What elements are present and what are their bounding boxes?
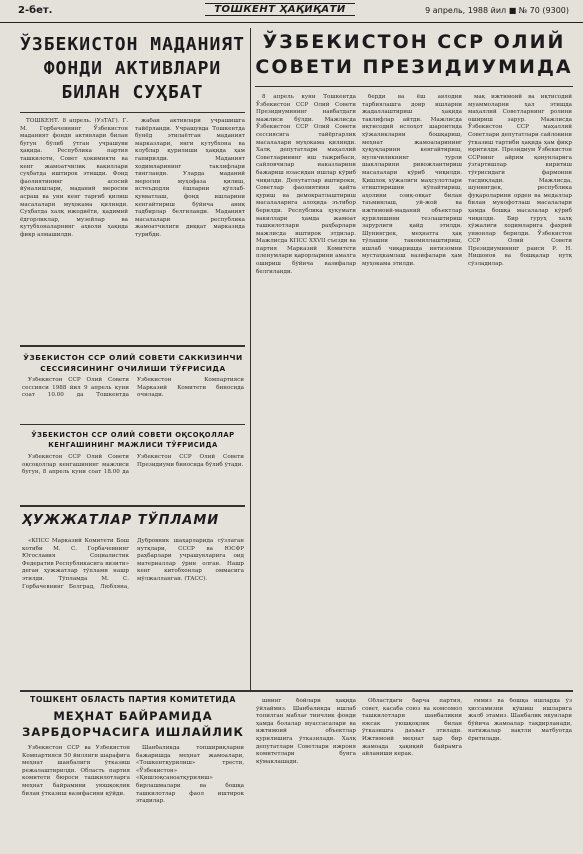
issue-date: 9 апрель, 1988 йил ■ № 70 (9300) [425, 6, 569, 15]
bottom-col2: Шанбаликда топшириқларни бажаришда меҳнат жамоалари, «Тошкентқурилиш» трести, «Ўзбекистон» «Қишлоқсаноатқурилиш» бирлашмалари ва бошқа ташкилотлар фаол иштирок этадилар. [136, 745, 244, 805]
presidium-col2: берди ва ёш авлодни тарбиялашга доир ишларни жадаллаштириш ҳақида таклифлар айтди. Мажлисда иқтисодий ислоҳот шароитида хўжаликларни бошқариш, меҳнат жамоаларининг ҳуқуқларини кенгайтириш, мулкчиликнинг турли шаклларини ривожлантириш масалалари кўриб чиқилди. Қишлоқ хўжалиги маҳсулотлари етиштиришни кўпайтириш, аҳолини озиқ-овқат билан таъминлаш, уй-жой ва ижтимоий-маданий объектлар қурилишини тезлаштириш зарурлиги қайд этилди. Шунингдек, меҳнатга ҳақ тўлашни такомиллаштириш, ишлаб чиқаришда интизомни мустаҳкамлаш вазифалари ҳам муҳокама этилди. [362, 94, 462, 268]
bottom-col5: ғимиз ва бошқа ишларда ўз ҳиссамизни қўшиш ишларига жалб этамиз. Шанбалик якунлари бўйича жамоалар тақдирланади, натижалар вақтли матбуотда ёритилади. [468, 698, 572, 742]
bottom-col4: Областдаги барча партия, совет, касаба союз ва комсомол ташкилотлари шанбаликни юксак уюшқоқлик билан ўтказишга даъват этилади. Ижтимоий меҳнат ҳар бир жамоада ҳақиқий байрамга айланиши керак. [362, 698, 462, 758]
divider [20, 424, 245, 425]
notice2-body: Ўзбекистон ССР Олий Совети оқсоқоллар кенгашининг мажлиси бугун, 8 апрель куни соат 18.00 да Ўзбекистон ССР Олий Совети Президиуми биносида бўлиб ўтади. [22, 454, 244, 476]
bottom-banner: ТОШКЕНТ ОБЛАСТЬ ПАРТИЯ КОМИТЕТИДА [30, 695, 236, 704]
brief-title: ҲУЖЖАТЛАР ТЎПЛАМИ [22, 513, 220, 528]
newspaper-title: ТОШКЕНТ ҲАҚИҚАТИ [205, 3, 355, 16]
notice2-title: ЎЗБЕКИСТОН ССР ОЛИЙ СОВЕТИ ОҚСОҚОЛЛАР КЕНГАШИНИНГ МАЖЛИСИ ТЎҒРИСИДА [31, 431, 235, 449]
divider [20, 345, 245, 347]
culture-article-col2: жабан активлари учрашишга тайёрланди. Учрашувда Тошкентда бунёд этилаётган маданият марказлари, янги кутубхона ва клублар қурилиши ҳақида ҳам гапирилди. Маданият ходимларининг таклифлари тингланди. Уларда маданий меросни муҳофаза қилиш, истеъдодли ёшларни қўллаб-қувватлаш, фонд ишларини кенгайтириш бўйича аниқ тадбирлар белгиланди. Маданият масалалари республика жамоатчилиги диққат марказида турибди. [135, 118, 245, 238]
headline-culture-fund: ЎЗБЕКИСТОН МАДАНИЯТ ФОНДИ АКТИВЛАРИ БИЛАН СУҲБАТ [20, 34, 245, 103]
divider [20, 505, 245, 507]
headline-presidium: ЎЗБЕКИСТОН ССР ОЛИЙ СОВЕТИ ПРЕЗИДИУМИДА [255, 31, 573, 78]
brief-body: «КПСС Марказий Комитети Бош котиби М. С. Горбачевнинг Югославия Социалистик Федератив Республикасига визити» деган ҳужжатлар тўплами нашр этилди. Тўпламда М. С. Горбачевнинг Белград, Любляна, Дубровник шаҳарларида сўзлаган нутқлари, СССР ва ЮСФР раҳбарлари учрашувларига оид материаллар ўрин олган. Нашр кенг китобхонлар оммасига мўлжалланган. (ТАСС). [22, 538, 244, 590]
bottom-col1: Ўзбекистон ССР ва Узбекистон Компартияси 50 йиллиги шарафига меҳнат шанбалиги ўтказиш режалаштирилди. Область партия комитети бюроси ташкилотларга меҳнат байрамини уюшқоқлик билан ўтказиш вазифасини қўйди. [22, 745, 130, 797]
notice1-body: Ўзбекистон ССР Олий Совети сессияси 1988 йил 9 апрель куни соат 10.00 да Тошкентда Ўзбекистон Компартияси Марказий Комитети биносида очилади. [22, 377, 244, 399]
presidium-col3: мақ ижтимоий ва иқтисодий муаммоларни ҳал этишда маҳаллий Советларнинг ролини ошириш зарур. Мажлисда Ўзбекистон ССР маҳаллий Советлари депутатлари сайловини ўтказиш тартиби ҳақида ҳам фикр юритилди. Президиум Ўзбекистон ССРнинг айрим қонунларига ўзгартишлар киритиш тўғрисидаги фармонни тасдиқлади. Мажлисда, шунингдек, республика фуқароларини орден ва медаллар билан мукофотлаш масалалари ҳамда бошқа масалалар кўриб чиқилди. Бир гуруҳ халқ хўжалиги ходимларига фахрий унвонлар берилди. Ўзбекистон ССР Олий Совети Президиумининг раиси Р. Н. Нишонов ва бошқалар нутқ сўзладилар. [468, 94, 572, 268]
divider [20, 112, 245, 113]
culture-article-col1: ТОШКЕНТ. 8 апрель. (ЎзТАГ). Г. М. Горбачевнинг Ўзбекистон маданият фонди активлари билан бугун бўлиб ўтган учрашуви ҳақида. Республика партия ташкилоти, Совет ҳокимияти ва кенг жамоатчилик вакиллари суҳбатда иштирок этишди. Фонд фаолиятининг асосий йўналишлари, маданий меросни асраш ва уни кенг тарғиб қилиш масалалари муҳокама қилинди. Суҳбатда халқ ижодиёти, қадимий ёдгорликлар, музейлар ва кутубхоналарнинг аҳволи ҳақида фикр алмашилди. [20, 118, 128, 238]
bottom-title: МЕҲНАТ БАЙРАМИДА ЗАРБДОРЧАСИГА ИШЛАЙЛИК [22, 709, 244, 739]
notice1-title: ЎЗБЕКИСТОН ССР ОЛИЙ СОВЕТИ САККИЗИНЧИ СЕССИЯСИНИНГ ОЧИЛИШИ ТЎҒРИСИДА [23, 353, 243, 373]
page-number: 2-бет. [18, 5, 53, 16]
bottom-col3: шнинг бойлари ҳақида ўйлаймиз. Шанбаликда ишлаб топилган маблағ тинчлик фонди ҳамда болалар муассасалари ва ижтимоий объектлар қурилишига ўтказилади. Халқ депутатлари Советлари ижроия комитетлари бунга кўмаклашади. [256, 698, 356, 765]
masthead [0, 0, 583, 23]
divider [20, 690, 573, 692]
column-separator [250, 28, 251, 690]
divider [255, 86, 573, 87]
presidium-col1: 8 апрель куни Тошкентда Ўзбекистон ССР Олий Совети Президиумининг навбатдаги мажлиси бўлди. Мажлисда Ўзбекистон ССР Олий Совети сессиясига тайёргарлик масалалари муҳокама қилинди. Халқ депутатлари маҳаллий Советларининг иш тажрибаси, сайловчилар наказларини бажариш юзасидан ишлар кўриб чиқилди. Депутатлар иштироки, Советлар фаолиятини қайта қуриш ва демократлаштириш масалаларига алоҳида эътибор берилди. Республика ҳукумати вакиллари ҳамда жамоат ташкилотлари раҳбарлари мажлисда иштирок этдилар. Мажлисда КПСС XXVII съезди ва партия Марказий Комитети пленумлари қарорларини амалга ошириш бўйича вазифалар белгиланди. [256, 94, 356, 275]
